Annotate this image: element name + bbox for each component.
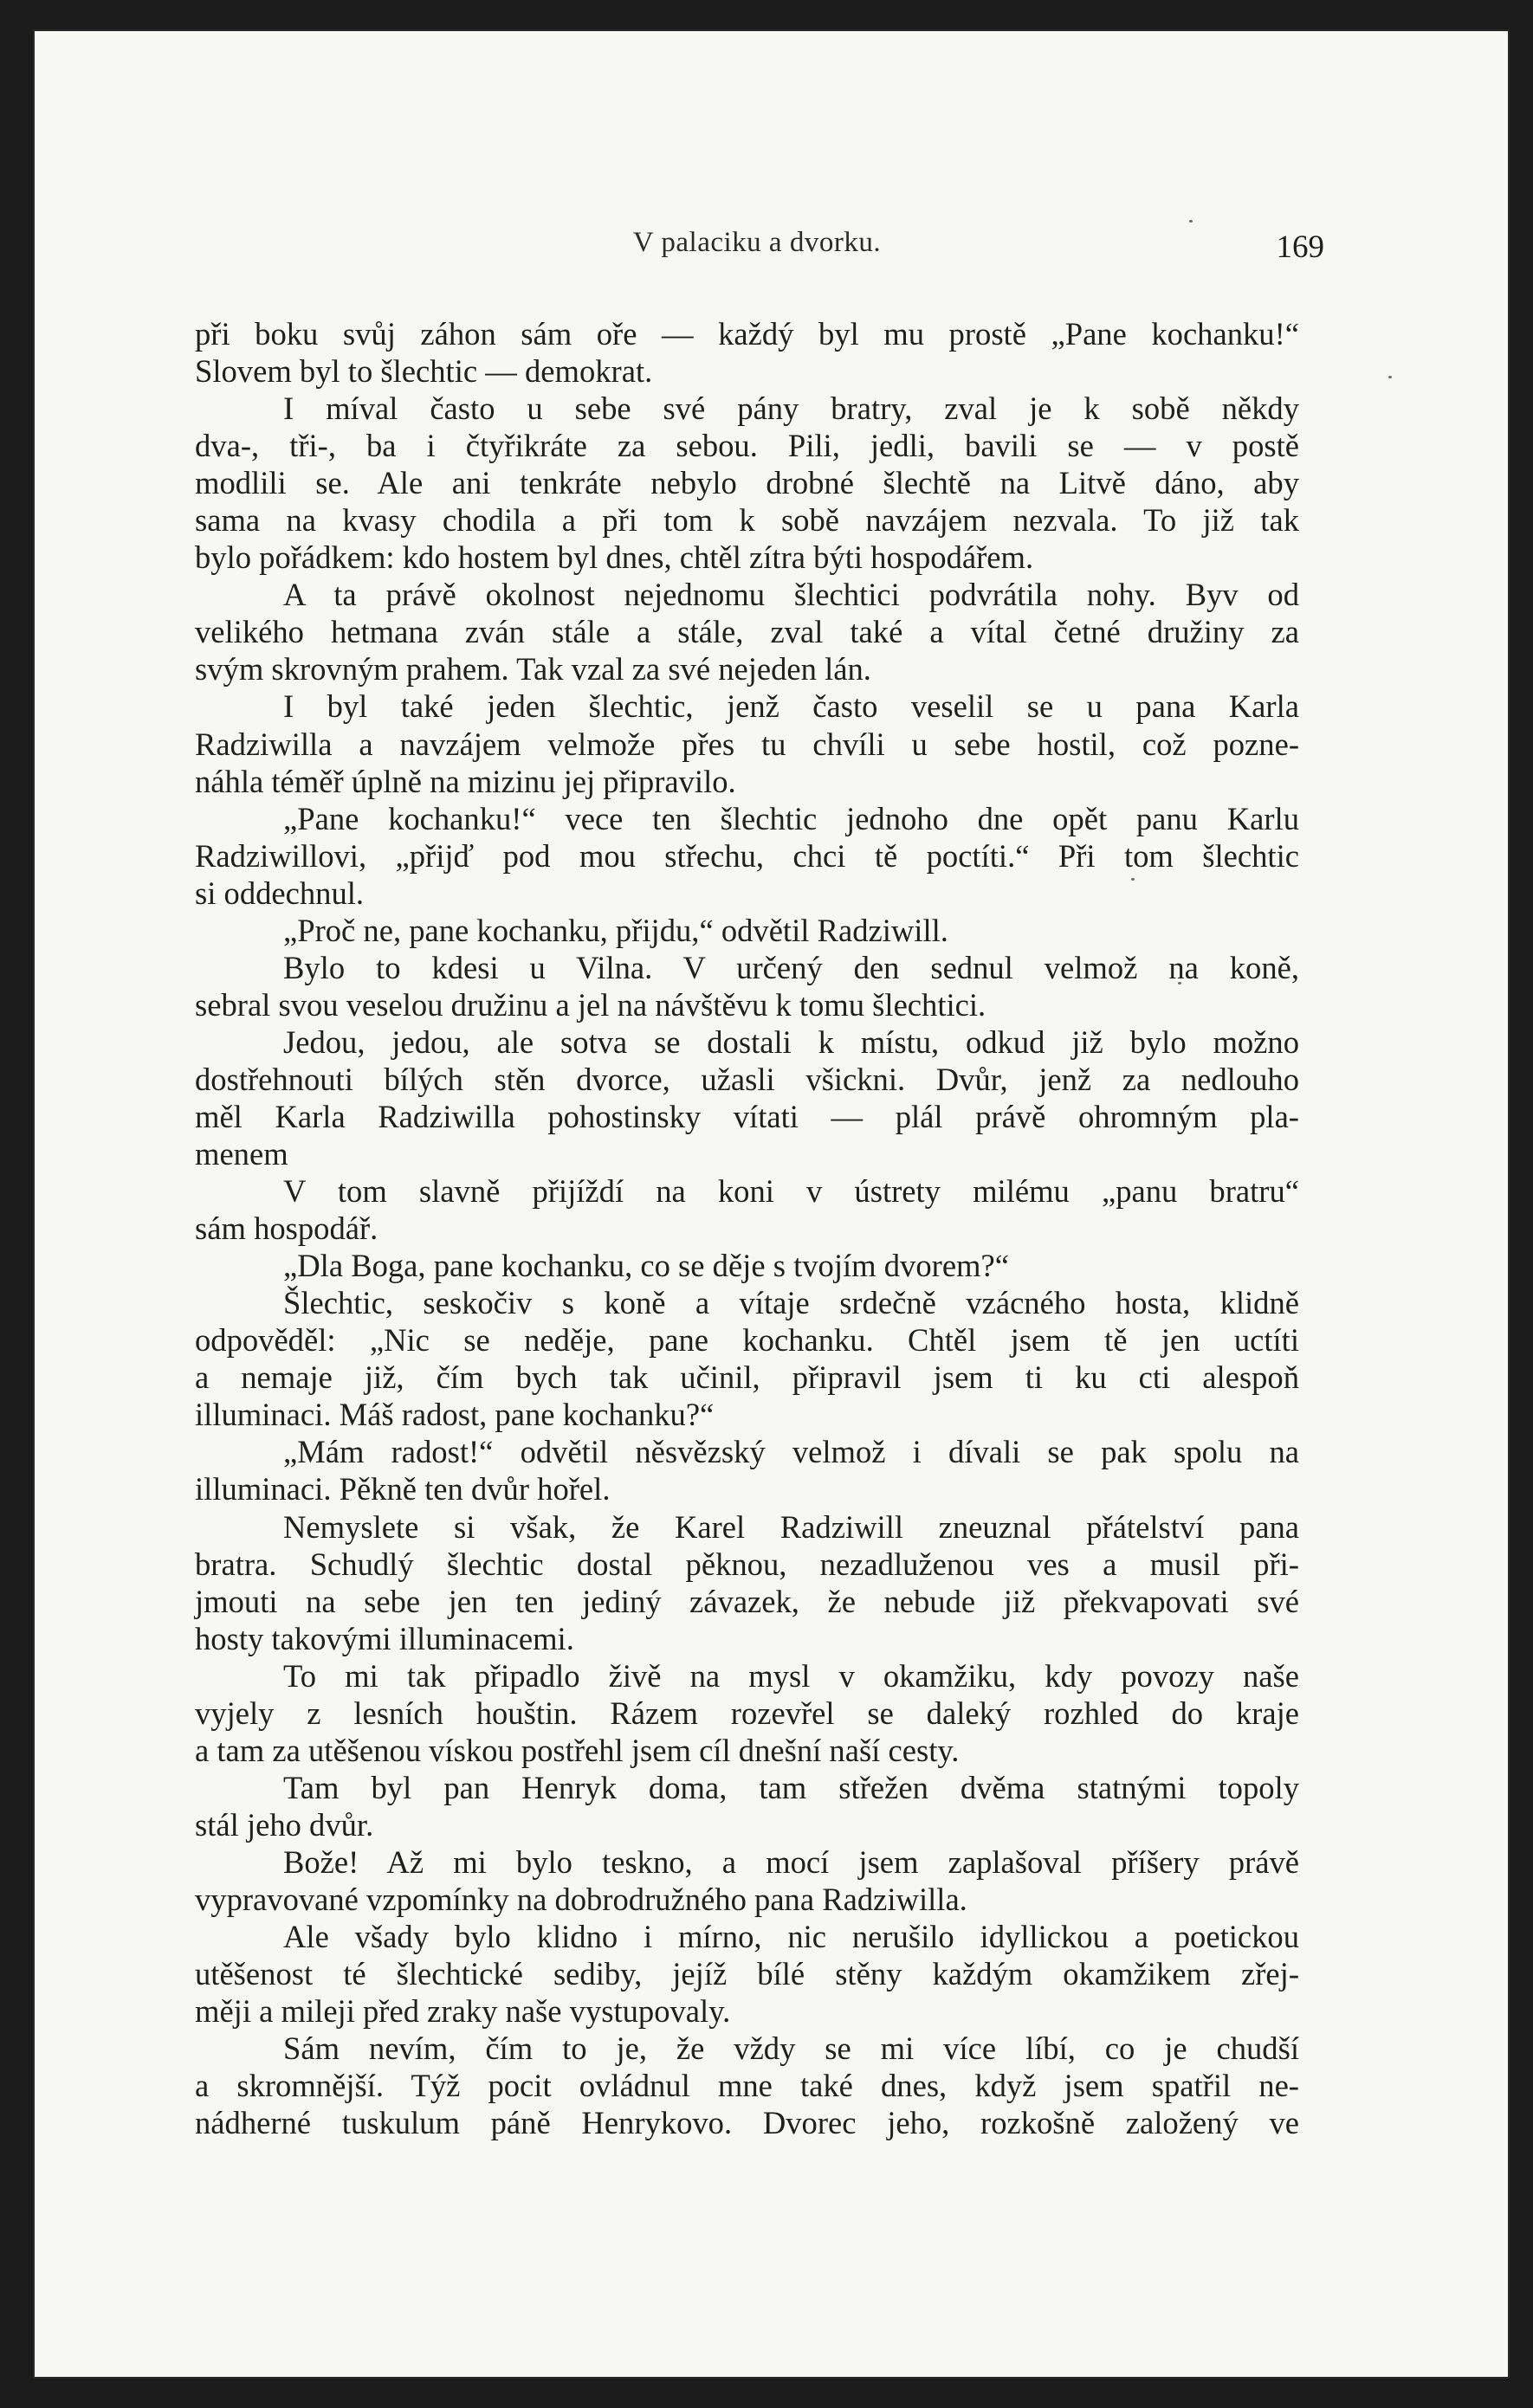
text-line: dva-, tři-, ba i čtyřikráte za sebou. Pili, jedli, bavili se — v postě <box>195 428 1299 464</box>
text-line: sebral svou veselou družinu a jel na návštěvu k tomu šlechtici. <box>195 986 986 1023</box>
text-line: menem <box>195 1136 288 1172</box>
text-line: illuminaci. Máš radost, pane kochanku?“ <box>195 1397 715 1433</box>
text-line: utěšenost té šlechtické sediby, jejíž bílé stěny každým okamžikem zřej- <box>195 1956 1299 1992</box>
text-line: a skromnější. Týž pocit ovládnul mne také dnes, když jsem spatřil ne- <box>195 2068 1299 2104</box>
text-line: svým skrovným prahem. Tak vzal za své nejeden lán. <box>195 651 871 688</box>
text-line: vypravované vzpomínky na dobrodružného pana Radziwilla. <box>195 1881 967 1917</box>
text-line: si oddechnul. <box>195 875 365 911</box>
text-line: náhla téměř úplně na mizinu jej připravilo. <box>195 763 736 799</box>
text-line: odpověděl: „Nic se neděje, pane kochanku. Chtěl jsem tě jen uctíti <box>195 1322 1299 1359</box>
text-line: I byl také jeden šlechtic, jenž často veselil se u pana Karla <box>283 688 1299 725</box>
text-line: „Pane kochanku!“ vece ten šlechtic jednoho dne opět panu Karlu <box>283 800 1299 836</box>
text-line: „Mám radost!“ odvětil něsvězský velmož i dívali se pak spolu na <box>283 1434 1299 1470</box>
text-line: vyjely z lesních houštin. Rázem rozevřel se daleký rozhled do kraje <box>195 1695 1299 1731</box>
text-line: měji a mileji před zraky naše vystupovaly. <box>195 1993 731 2030</box>
text-line: Slovem byl to šlechtic — demokrat. <box>195 353 653 390</box>
print-speck <box>1388 376 1392 378</box>
running-title: V palaciku a dvorku. <box>632 227 882 258</box>
text-line: jmouti na sebe jen ten jediný závazek, že nebude již překvapovati své <box>195 1583 1299 1619</box>
text-line: A ta právě okolnost nejednomu šlechtici podvrátila nohy. Byv od <box>283 577 1299 613</box>
text-line: I míval často u sebe své pány bratry, zval je k sobě někdy <box>283 391 1299 427</box>
text-line: Radziwilla a navzájem velmože přes tu chvíli u sebe hostil, což pozne- <box>195 726 1299 762</box>
text-line: Bylo to kdesi u Vilna. V určený den sednul velmož na koně, <box>283 949 1299 985</box>
text-line: „Proč ne, pane kochanku, přijdu,“ odvětil Radziwill. <box>283 912 948 948</box>
text-line: modlili se. Ale ani tenkráte nebylo drobné šlechtě na Litvě dáno, aby <box>195 465 1299 501</box>
text-line: Nemyslete si však, že Karel Radziwill zneuznal přátelství pana <box>283 1508 1299 1545</box>
text-line: Radziwillovi, „přijď pod mou střechu, chci tě poctíti.“ Při tom šlechtic <box>195 837 1299 874</box>
text-line: a tam za utěšenou vískou postřehl jsem cíl dnešní naší cesty. <box>195 1732 960 1768</box>
text-line: Sám nevím, čím to je, že vždy se mi více líbí, co je chudší <box>283 2030 1299 2067</box>
text-line: Ale všady bylo klidno i mírno, nic nerušilo idyllickou a poetickou <box>283 1919 1299 1955</box>
text-line: velikého hetmana zván stále a stále, zval také a vítal četné družiny za <box>195 614 1299 650</box>
text-line: bratra. Schudlý šlechtic dostal pěknou, nezadluženou ves a musil při- <box>195 1546 1299 1582</box>
page-header <box>195 227 1324 270</box>
text-line: Šlechtic, seskočiv s koně a vítaje srdečně vzácného hosta, klidně <box>283 1285 1299 1321</box>
text-line: dostřehnouti bílých stěn dvorce, užasli všickni. Dvůr, jenž za nedlouho <box>195 1061 1299 1097</box>
text-line: bylo pořádkem: kdo hostem byl dnes, chtěl zítra býti hospodářem. <box>195 539 1034 576</box>
text-line: hosty takovými illuminacemi. <box>195 1620 574 1656</box>
text-line: Tam byl pan Henryk doma, tam střežen dvěma statnými topoly <box>283 1769 1299 1805</box>
text-line: stál jeho dvůr. <box>195 1806 374 1843</box>
print-speck <box>1189 220 1193 223</box>
text-line: a nemaje již, čím bych tak učinil, připravil jsem ti ku cti alespoň <box>195 1359 1299 1396</box>
text-line: Jedou, jedou, ale sotva se dostali k místu, odkud již bylo možno <box>283 1023 1299 1060</box>
text-line: V tom slavně přijíždí na koni v ústrety milému „panu bratru“ <box>283 1173 1299 1210</box>
body-text <box>195 315 1299 2141</box>
text-line: sám hospodář. <box>195 1210 378 1247</box>
text-line: měl Karla Radziwilla pohostinsky vítati — plál právě ohromným pla- <box>195 1098 1299 1134</box>
text-line: nádherné tuskulum páně Henrykovo. Dvorec jeho, rozkošně založený ve <box>195 2105 1299 2141</box>
text-line: „Dla Boga, pane kochanku, co se děje s tvojím dvorem?“ <box>283 1248 1009 1284</box>
page-number: 169 <box>1276 229 1324 265</box>
text-line: illuminaci. Pěkně ten dvůr hořel. <box>195 1471 611 1507</box>
text-line: Bože! Až mi bylo teskno, a mocí jsem zaplašoval příšery právě <box>283 1843 1299 1880</box>
text-line: To mi tak připadlo živě na mysl v okamžiku, kdy povozy naše <box>283 1657 1299 1694</box>
text-line: sama na kvasy chodila a při tom k sobě navzájem nezvala. To již tak <box>195 502 1299 539</box>
book-page <box>33 29 1510 2379</box>
text-line: při boku svůj záhon sám oře — každý byl mu prostě „Pane kochanku!“ <box>195 316 1299 352</box>
